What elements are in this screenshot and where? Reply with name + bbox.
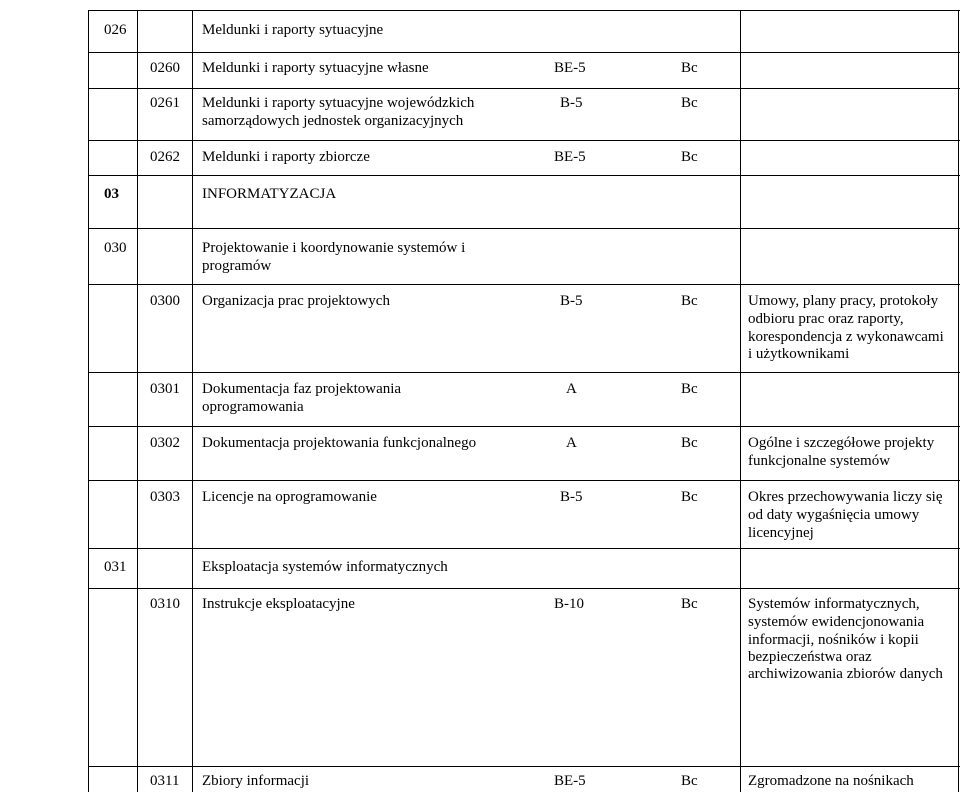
row-divider — [88, 175, 960, 176]
row-title: Meldunki i raporty zbiorcze — [202, 149, 370, 165]
row-code: 0262 — [150, 149, 180, 165]
row-notes: Umowy, plany pracy, protokoły — [748, 293, 939, 309]
row-cell: Bc — [681, 95, 698, 111]
row-notes: archiwizowania zbiorów danych — [748, 666, 943, 682]
row-notes: od daty wygaśnięcia umowy — [748, 507, 920, 523]
row-code: 030 — [104, 240, 127, 256]
row-divider — [88, 228, 960, 229]
row-title: programów — [202, 258, 272, 274]
row-title: samorządowych jednostek organizacyjnych — [202, 113, 464, 129]
row-category: B-5 — [560, 95, 583, 111]
table-top-border — [88, 10, 960, 11]
row-title: Meldunki i raporty sytuacyjne własne — [202, 60, 429, 76]
column-separator-notes — [740, 10, 741, 792]
column-separator-title — [192, 10, 193, 792]
row-title: Dokumentacja projektowania funkcjonalnego — [202, 435, 477, 451]
row-title: Licencje na oprogramowanie — [202, 489, 377, 505]
row-notes: funkcjonalne systemów — [748, 453, 891, 469]
row-title: Organizacja prac projektowych — [202, 293, 390, 309]
row-cell: Bc — [681, 60, 698, 76]
row-category: A — [566, 381, 577, 397]
row-divider — [88, 52, 960, 53]
row-code: 0302 — [150, 435, 180, 451]
row-title: Zbiory informacji — [202, 773, 310, 789]
row-category: B-5 — [560, 293, 583, 309]
row-cell: Bc — [681, 149, 698, 165]
row-notes: i użytkownikami — [748, 346, 850, 362]
table-left-border — [88, 10, 89, 792]
table-right-border — [958, 10, 959, 792]
row-notes: Systemów informatycznych, — [748, 596, 920, 612]
row-title: Meldunki i raporty sytuacyjne wojewódzkich — [202, 95, 475, 111]
row-category: BE-5 — [554, 60, 586, 76]
row-title: Meldunki i raporty sytuacyjne — [202, 22, 384, 38]
row-notes: korespondencja z wykonawcami — [748, 329, 944, 345]
row-code: 0301 — [150, 381, 180, 397]
row-code: 0261 — [150, 95, 180, 111]
row-notes: odbioru prac oraz raporty, — [748, 311, 904, 327]
row-cell: Bc — [681, 596, 698, 612]
row-category: B-10 — [554, 596, 584, 612]
row-title: Dokumentacja faz projektowania — [202, 381, 402, 397]
row-title: oprogramowania — [202, 399, 304, 415]
row-notes: Okres przechowywania liczy się — [748, 489, 943, 505]
row-category: A — [566, 435, 577, 451]
row-notes: informacji, nośników i kopii — [748, 632, 919, 648]
row-divider — [88, 548, 960, 549]
row-title: Eksploatacja systemów informatycznych — [202, 559, 448, 575]
row-category: BE-5 — [554, 149, 586, 165]
row-divider — [88, 426, 960, 427]
row-category: B-5 — [560, 489, 583, 505]
row-divider — [88, 140, 960, 141]
row-notes: systemów ewidencjonowania — [748, 614, 925, 630]
row-cell: Bc — [681, 381, 698, 397]
row-cell: Bc — [681, 293, 698, 309]
row-notes: bezpieczeństwa oraz — [748, 649, 872, 665]
row-cell: Bc — [681, 435, 698, 451]
row-cell: Bc — [681, 773, 698, 789]
row-divider — [88, 480, 960, 481]
row-notes: licencyjnej — [748, 525, 814, 541]
row-title: Projektowanie i koordynowanie systemów i — [202, 240, 466, 256]
row-notes: Zgromadzone na nośnikach — [748, 773, 914, 789]
column-separator-code — [137, 10, 138, 792]
row-divider — [88, 588, 960, 589]
row-divider — [88, 88, 960, 89]
row-code: 0311 — [150, 773, 180, 789]
row-code: 026 — [104, 22, 127, 38]
row-code: 031 — [104, 559, 127, 575]
row-notes: Ogólne i szczegółowe projekty — [748, 435, 935, 451]
row-code: 0303 — [150, 489, 180, 505]
row-code: 0260 — [150, 60, 180, 76]
row-divider — [88, 766, 960, 767]
row-divider — [88, 372, 960, 373]
section-code: 03 — [104, 186, 119, 202]
section-title: INFORMATYZACJA — [202, 186, 337, 202]
row-code: 0310 — [150, 596, 180, 612]
row-category: BE-5 — [554, 773, 586, 789]
row-title: Instrukcje eksploatacyjne — [202, 596, 355, 612]
row-cell: Bc — [681, 489, 698, 505]
row-code: 0300 — [150, 293, 180, 309]
row-divider — [88, 284, 960, 285]
